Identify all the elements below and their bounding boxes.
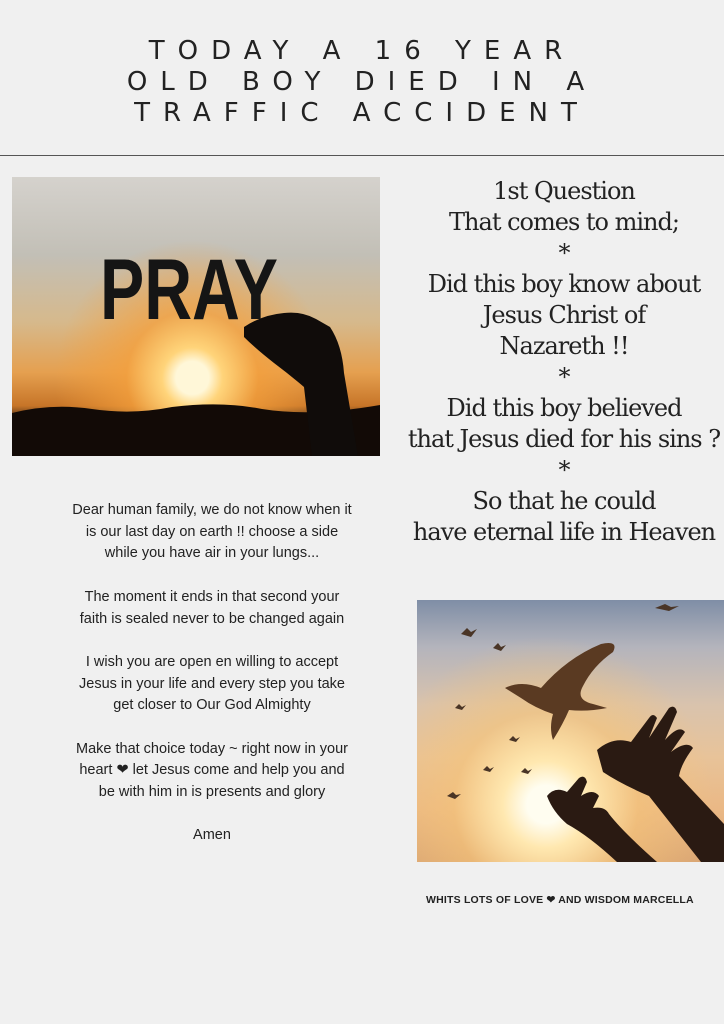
- title-line-2: OLD BOY DIED IN A: [126, 67, 598, 97]
- title-line-3: TRAFFIC ACCIDENT: [134, 98, 590, 128]
- pray-sunset-image: [12, 177, 380, 456]
- message-block: [72, 500, 352, 869]
- message-paragraph-3: I wish you are open en willing to accept Jesus in your life and every step you take get closer to Our God Almighty: [79, 653, 345, 714]
- title-line-1: TODAY A 16 YEAR: [148, 36, 576, 66]
- question-4: So that he could have eternal life in Heaven: [412, 487, 716, 546]
- pray-word: PRAY: [100, 242, 278, 338]
- dove-hands-image: [417, 600, 724, 862]
- dove-illustration: [417, 600, 724, 862]
- message-paragraph-4: Make that choice today ~ right now in your heart ❤ let Jesus come and help you and be with him in is presents and glory: [75, 740, 349, 801]
- page-title: [0, 36, 724, 129]
- title-divider: [0, 155, 724, 156]
- question-1: 1st Question That comes to mind; *: [449, 177, 679, 267]
- message-amen: Amen: [193, 827, 231, 844]
- signature: WHITS LOTS OF LOVE ❤ AND WISDOM MARCELLA: [426, 894, 694, 906]
- dove-silhouette: [505, 643, 615, 740]
- question-2: Did this boy know about Jesus Christ of Nazareth !! *: [427, 270, 701, 391]
- pray-illustration: [12, 177, 380, 456]
- questions-block: [396, 176, 724, 548]
- question-3: Did this boy believed that Jesus died for his sins ? *: [407, 394, 721, 484]
- message-paragraph-2: The moment it ends in that second your faith is sealed never to be changed again: [79, 588, 345, 627]
- message-paragraph-1: Dear human family, we do not know when it is our last day on earth !! choose a side while you have air in your lungs...: [72, 502, 352, 562]
